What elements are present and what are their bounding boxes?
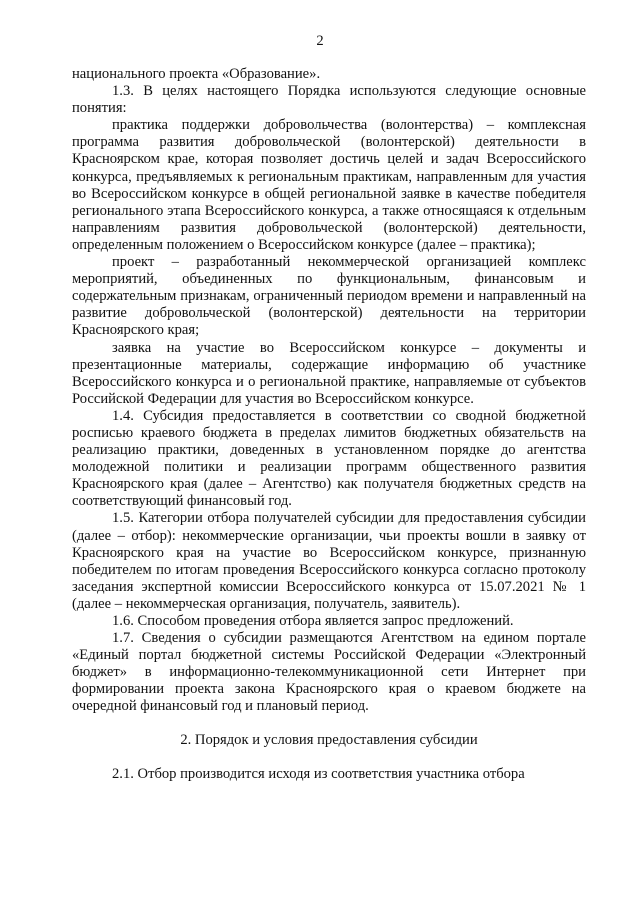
paragraph: 1.5. Категории отбора получателей субсидии для предоставления субсидии (далее – отбор): некоммерческие организации, чьи проекты вошли в заявку от Красноярского края на участие во Всероссийском конкурсе, признанную победителем по итогам проведения Всероссийского конкурса согласно протоколу заседания экспертной комиссии Всероссийского конкурса от 15.07.2021 № 1 (далее – некоммерческая организация, получатель, заявитель).	[72, 510, 586, 612]
paragraph: проект – разработанный некоммерческой организацией комплекс мероприятий, объединенных по функциональным, финансовым и содержательным признакам, ограниченный периодом времени и направленный на развитие добровольческой (волонтерской) деятельности на территории Красноярского края;	[72, 254, 586, 339]
document-body	[72, 66, 586, 783]
paragraph: 1.4. Субсидия предоставляется в соответствии со сводной бюджетной росписью краевого бюджета в пределах лимитов бюджетных обязательств на реализацию практики, доведенных в установленном порядке до агентства молодежной политики и реализации программ общественного развития Красноярского края (далее – Агентство) как получателя бюджетных средств на соответствующий финансовый год.	[72, 407, 586, 510]
paragraph: заявка на участие во Всероссийском конкурсе – документы и презентационные материалы, содержащие информацию об участнике Всероссийского конкурса и о региональной практике, направляемые от субъектов Российской Федерации для участия во Всероссийском конкурсе.	[72, 339, 586, 407]
paragraph: 2.1. Отбор производится исходя из соответствия участника отбора	[112, 765, 525, 782]
paragraph: 1.7. Сведения о субсидии размещаются Агентством на едином портале «Единый портал бюджетной системы Российской Федерации «Электронный бюджет» в информационно-телекоммуникационной сети Интернет при формировании проекта закона Красноярского края о краевом бюджете на очередной финансовый год и плановый период.	[72, 630, 586, 715]
paragraph: национального проекта «Образование».	[72, 66, 321, 82]
page-number: 2	[316, 33, 324, 49]
paragraph: 1.3. В целях настоящего Порядка используются следующие основные понятия:	[72, 83, 586, 117]
paragraph: практика поддержки добровольчества (волонтерства) – комплексная программа развития добровольческой (волонтерской) деятельности в Красноярском крае, которая позволяет достичь целей и задач Всероссийского конкурса, предъявляемых к региональным практикам, направленным для участия во Всероссийском конкурсе в общей региональной заявке в качестве победителя регионального этапа Всероссийского конкурса, а также относящаяся к отдельным направлениям развития добровольческой (волонтерской) деятельности, определенным положением о Всероссийском конкурсе (далее – практика);	[72, 117, 586, 253]
section-heading: 2. Порядок и условия предоставления субсидии	[180, 731, 478, 748]
paragraph: 1.6. Способом проведения отбора является запрос предложений.	[112, 613, 514, 629]
